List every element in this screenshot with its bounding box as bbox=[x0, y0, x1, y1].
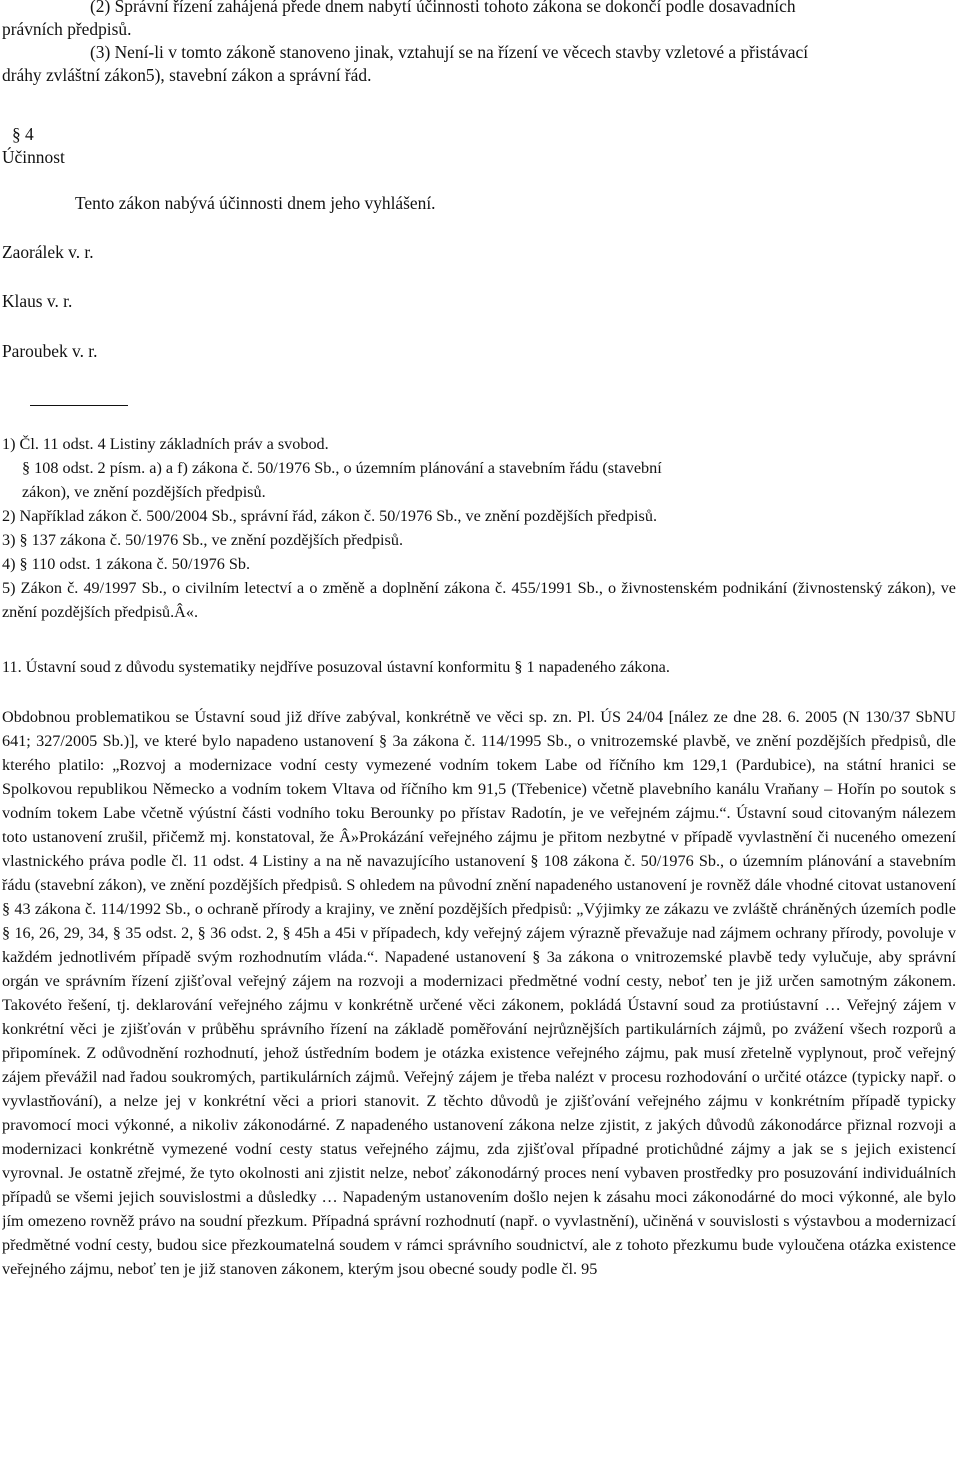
section-text: Tento zákon nabývá účinnosti dnem jeho vyhlášení. bbox=[75, 193, 436, 213]
signature-klaus: Klaus v. r. bbox=[2, 291, 73, 311]
paragraph-11: 11. Ústavní soud z důvodu systematiky nejdříve posuzoval ústavní konformitu § 1 napadeného zákona. bbox=[2, 658, 670, 676]
section-heading: Účinnost bbox=[2, 147, 65, 167]
footnote-4: 4) § 110 odst. 1 zákona č. 50/1976 Sb. bbox=[2, 555, 251, 573]
signature-zaoralek: Zaorálek v. r. bbox=[2, 242, 94, 262]
footnote-3: 3) § 137 zákona č. 50/1976 Sb., ve znění pozdějších předpisů. bbox=[2, 531, 403, 549]
footnotes bbox=[2, 432, 956, 624]
footnote-5: 5) Zákon č. 49/1997 Sb., o civilním letectví a o změně a doplnění zákona č. 455/1991 Sb., o živnostenském podnikání (živnostenský zákon), ve znění pozdějších předpisů.Â«. bbox=[2, 579, 956, 621]
footnote-1-ref: § 108 odst. 2 písm. a) a f) zákona č. 50/1976 Sb., o územním plánování a stavebním řádu (stavební bbox=[22, 459, 662, 477]
footnote-separator bbox=[30, 405, 128, 406]
signature-paroubek: Paroubek v. r. bbox=[2, 341, 98, 361]
footnote-1-ref-cont: zákon), ve znění pozdějších předpisů. bbox=[22, 483, 266, 501]
body-text: Obdobnou problematikou se Ústavní soud již dříve zabýval, konkrétně ve věci sp. zn. Pl. ÚS 24/04 [nález ze dne 28. 6. 2005 (N 130/37 SbNU 641; 327/2005 Sb.)], ve které bylo napadeno ustanovení § 3a zákona č. 114/1995 Sb., o vnitrozemské plavbě, ve znění pozdějších předpisů, dle kterého platilo: „Rozvoj a modernizace vodní cesty vymezené vodním tokem Labe od říčního km 129,1 (Pardubice), na státní hranici se Spolkovou republikou Německo a vodním tokem Vltava od říčního km 91,5 (Třebenice) včetně plavebního kanálu Vraňany – Hořín po soutok s vodním tokem Labe včetně výústní části vodního toku Berounky po přístav Radotín, je ve veřejném zájmu.“. Ústavní soud citovaným nálezem toto ustanovení zrušil, přičemž mj. konstatoval, že Â»Prokázání veřejného zájmu je přitom nezbytné v případě vyvlastnění či nuceného omezení vlastnického práva podle čl. 11 odst. 4 Listiny a na ně navazujícího ustanovení § 108 zákona č. 50/1976 Sb., o územním plánování a stavebním řádu (stavební zákon), ve znění pozdějších předpisů. S ohledem na původní znění napadeného ustanovení je rovněž dále vhodné citovat ustanovení § 43 zákona č. 114/1992 Sb., o ochraně přírody a krajiny, ve znění pozdějších předpisů: „Výjimky ze zákazu ve zvláště chráněných územích podle § 16, 26, 29, 34, § 35 odst. 2, § 36 odst. 2, § 45h a 45i v případech, kdy veřejný zájem výrazně převažuje nad zájmem ochrany přírody, povoluje v každém jednotlivém případě svým rozhodnutím vláda.“. Napadené ustanovení § 3a zákona o vnitrozemské plavbě tedy vylučuje, aby správní orgán ve správním řízení zjišťoval veřejný zájem na rozvoji a modernizaci předmětné vodní cesty, neboť ten je již určen samotným zákonem. Takovéto řešení, tj. deklarování veřejného zájmu v konkrétně určené věci zákonem, pokládá Ústavní soud za protiústavní … Veřejný zájem v konkrétní věci je zjišťován v průběhu správního řízení na základě poměřování nejrůznějších partikulárních zájmů, po zvážení všech rozporů a připomínek. Z odůvodnění rozhodnutí, jehož ústředním bodem je otázka existence veřejného zájmu, pak musí zřetelně vyplynout, proč veřejný zájem převážil nad řadou soukromých, partikulárních zájmů. Veřejný zájem je třeba nalézt v procesu rozhodování o určité otázce (typicky např. o vyvlastňování), a nelze jej v konkrétní věci a priori stanovit. Z těchto důvodů je zjišťování veřejného zájmu v konkrétním případě typicky pravomocí moci výkonné, a nikoliv zákonodárné. Z napadeného ustanovení zákona nelze zjistit, z jakých důvodů zákonodárce přiznal rozvoji a modernizaci konkrétně vymezené vodní cesty status veřejného zájmu, zda zjišťoval případné protichůdné zájmy a jak se s jejich existencí vyrovnal. Je ostatně zřejmé, že tyto okolnosti ani zjistit nelze, neboť zákonodárný proces není vybaven prostředky pro posuzování individuálních případů se všemi jejich souvislostmi a důsledky … Napadeným ustanovením došlo nejen k zásahu moci zákonodárné do moci výkonné, ale bylo jím omezeno rovněž právo na soudní přezkum. Případná správní rozhodnutí (např. o vyvlastnění), učiněná v souvislosti s výstavbou a modernizací předmětné vodní cesty, budou sice přezkoumatelná soudem v rámci správního soudnictví, ale z tohoto přezkumu bude vyloučena otázka existence veřejného zájmu, neboť ten je již stanoven zákonem, kterým jsou obecné soudy podle čl. 95 bbox=[2, 708, 956, 1278]
paragraph-2: (2) Správní řízení zahájená přede dnem nabytí účinnosti tohoto zákona se dokončí podle dosavadních bbox=[90, 0, 796, 16]
body-paragraph bbox=[2, 705, 956, 1455]
footnote-1: 1) Čl. 11 odst. 4 Listiny základních práv a svobod. bbox=[2, 435, 329, 453]
paragraph-2-cont: právních předpisů. bbox=[2, 19, 132, 39]
section-number: § 4 bbox=[12, 124, 34, 144]
footnote-2: 2) Například zákon č. 500/2004 Sb., správní řád, zákon č. 50/1976 Sb., ve znění pozdějších předpisů. bbox=[2, 507, 657, 525]
paragraph-3: (3) Není-li v tomto zákoně stanoveno jinak, vztahují se na řízení ve věcech stavby vzletové a přistávací bbox=[90, 42, 809, 62]
paragraph-3-cont: dráhy zvláštní zákon5), stavební zákon a správní řád. bbox=[2, 65, 372, 85]
